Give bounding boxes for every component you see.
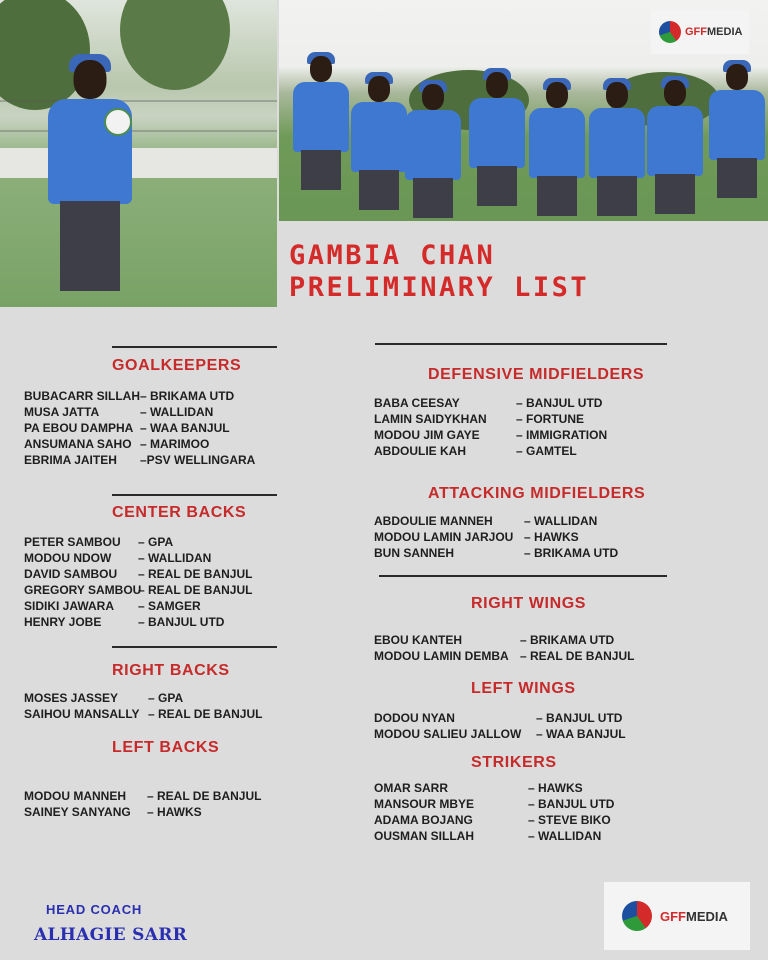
right-backs-heading: RIGHT BACKS [112, 662, 230, 679]
center-backs-heading: CENTER BACKS [112, 504, 247, 521]
player-row: MODOU JIM GAYE – IMMIGRATION [374, 428, 608, 442]
gff-logo-icon [622, 901, 652, 931]
logo-text: GFFMEDIA [685, 26, 743, 38]
player-row: MODOU NDOW – WALLIDAN [24, 551, 212, 565]
football-icon [104, 108, 132, 136]
title-line-1: GAMBIA CHAN [289, 240, 496, 271]
player-row: PETER SAMBOU – GPA [24, 535, 174, 549]
player-row: ANSUMANA SAHO – MARIMOO [24, 437, 210, 451]
player-row: MANSOUR MBYE – BANJUL UTD [374, 797, 615, 811]
fence-decoration [0, 130, 277, 132]
player-row: MUSA JATTA – WALLIDAN [24, 405, 214, 419]
player-row: OMAR SARR – HAWKS [374, 781, 583, 795]
coach-photo [0, 0, 277, 307]
goalkeepers-heading: GOALKEEPERS [112, 357, 242, 374]
wall-decoration [0, 148, 277, 178]
divider [379, 575, 667, 577]
player-row: SAINEY SANYANG – HAWKS [24, 805, 202, 819]
player-row: LAMIN SAIDYKHAN – FORTUNE [374, 412, 585, 426]
logo-text: GFFMEDIA [660, 908, 728, 924]
divider [112, 346, 277, 348]
divider [112, 494, 277, 496]
left-backs-heading: LEFT BACKS [112, 739, 220, 756]
head-coach-label: HEAD COACH [46, 902, 143, 917]
player-row: EBRIMA JAITEH –PSV WELLINGARA [24, 453, 256, 467]
title-line-2: PRELIMINARY LIST [289, 272, 590, 303]
player-row: EBOU KANTEH – BRIKAMA UTD [374, 633, 615, 647]
fence-decoration [0, 100, 277, 102]
gff-logo-icon [659, 21, 681, 43]
attacking-midfielders-heading: ATTACKING MIDFIELDERS [428, 485, 646, 502]
player-row: GREGORY SAMBOU – REAL DE BANJUL [24, 583, 253, 597]
player-row: PA EBOU DAMPHA – WAA BANJUL [24, 421, 230, 435]
player-row: SAIHOU MANSALLY – REAL DE BANJUL [24, 707, 263, 721]
player-row: ABDOULIE KAH – GAMTEL [374, 444, 577, 458]
player-row: DAVID SAMBOU – REAL DE BANJUL [24, 567, 253, 581]
player-row: DODOU NYAN – BANJUL UTD [374, 711, 623, 725]
gff-media-logo-top [651, 10, 749, 54]
tree-decoration [120, 0, 230, 90]
player-row: ABDOULIE MANNEH – WALLIDAN [374, 514, 598, 528]
defensive-midfielders-heading: DEFENSIVE MIDFIELDERS [428, 366, 645, 383]
right-wings-heading: RIGHT WINGS [471, 595, 587, 612]
divider [112, 646, 277, 648]
divider [375, 343, 667, 345]
player-row: BUBACARR SILLAH – BRIKAMA UTD [24, 389, 235, 403]
player-row: MODOU MANNEH – REAL DE BANJUL [24, 789, 262, 803]
player-row: MODOU LAMIN DEMBA – REAL DE BANJUL [374, 649, 635, 663]
player-row: MODOU SALIEU JALLOW – WAA BANJUL [374, 727, 626, 741]
head-coach-name: ALHAGIE SARR [34, 925, 188, 945]
player-row: BABA CEESAY – BANJUL UTD [374, 396, 603, 410]
player-row: HENRY JOBE – BANJUL UTD [24, 615, 225, 629]
player-row: BUN SANNEH – BRIKAMA UTD [374, 546, 619, 560]
player-row: MODOU LAMIN JARJOU – HAWKS [374, 530, 579, 544]
player-row: MOSES JASSEY – GPA [24, 691, 184, 705]
left-wings-heading: LEFT WINGS [471, 680, 576, 697]
player-row: OUSMAN SILLAH – WALLIDAN [374, 829, 602, 843]
strikers-heading: STRIKERS [471, 754, 557, 771]
player-row: SIDIKI JAWARA – SAMGER [24, 599, 201, 613]
player-row: ADAMA BOJANG – STEVE BIKO [374, 813, 611, 827]
gff-media-logo-bottom [604, 882, 750, 950]
